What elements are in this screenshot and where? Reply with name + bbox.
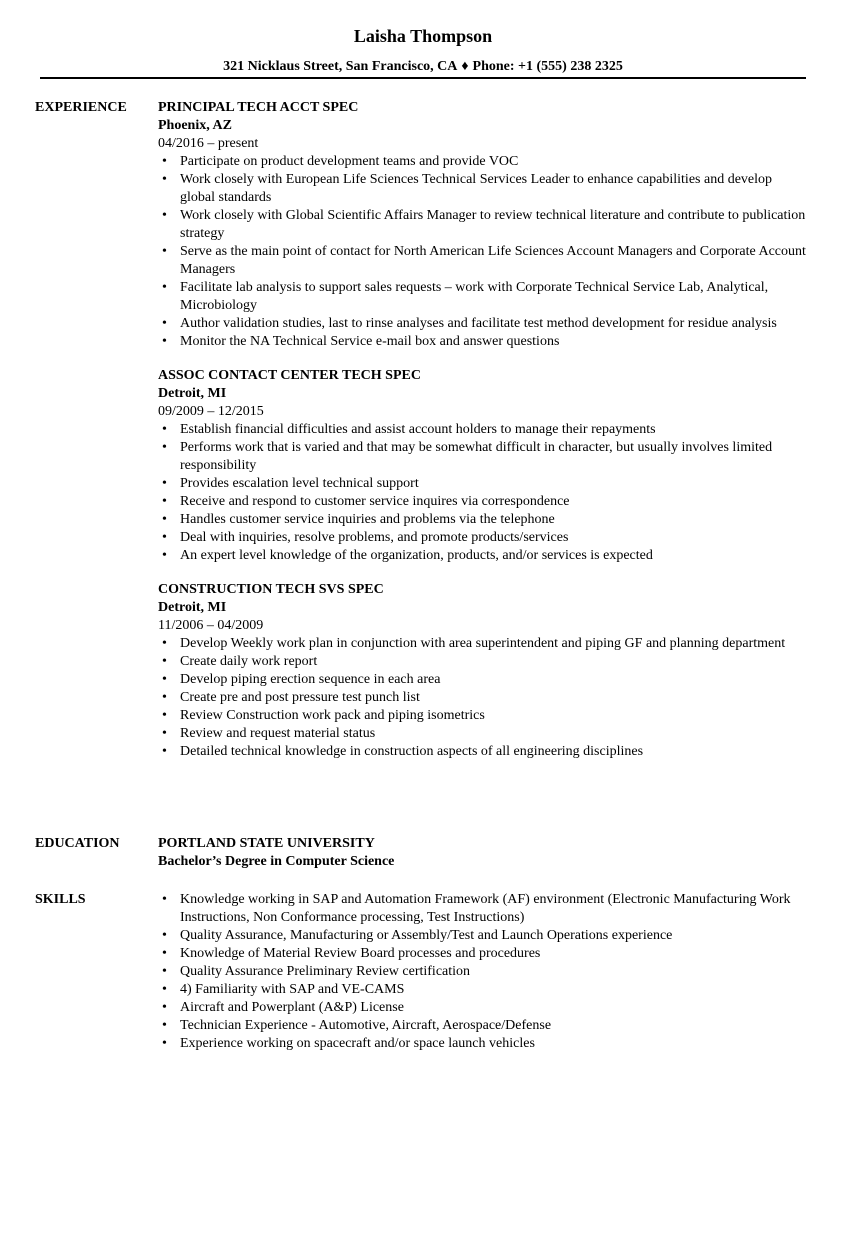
section-title-education: EDUCATION [35, 836, 120, 851]
bullet-icon: • [162, 316, 167, 331]
bullet-icon: • [162, 744, 167, 759]
list-item [158, 1035, 808, 1053]
skill-text: Quality Assurance, Manufacturing or Assembly/Test and Launch Operations experience [180, 928, 673, 943]
bullet-icon: • [162, 512, 167, 527]
bullet-icon: • [162, 208, 167, 223]
bullet-icon: • [162, 280, 167, 295]
job-bullets [158, 635, 808, 761]
list-item [158, 315, 808, 333]
job-location: Detroit, MI [158, 386, 227, 401]
bullet-text: Work closely with Global Scientific Affairs Manager to review technical literature and contribute to publication strategy [180, 208, 806, 241]
job-location: Phoenix, AZ [158, 118, 232, 133]
bullet-text: An expert level knowledge of the organization, products, and/or services is expected [180, 548, 653, 563]
list-item [158, 493, 808, 511]
list-item [158, 475, 808, 493]
bullet-icon: • [162, 892, 167, 907]
resume-name: Laisha Thompson [353, 26, 493, 46]
bullet-icon: • [162, 654, 167, 669]
skill-text: 4) Familiarity with SAP and VE-CAMS [180, 982, 405, 997]
education-entry [158, 835, 808, 871]
bullet-text: Create daily work report [180, 654, 318, 669]
skill-text: Experience working on spacecraft and/or space launch vehicles [180, 1036, 535, 1051]
skill-text: Aircraft and Powerplant (A&P) License [180, 1000, 404, 1015]
address: 321 Nicklaus Street, San Francisco, CA [223, 59, 458, 74]
job-location: Detroit, MI [158, 600, 227, 615]
bullet-text: Author validation studies, last to rinse analyses and facilitate test method development for residue analysis [180, 316, 777, 331]
bullet-icon: • [162, 476, 167, 491]
list-item [158, 1017, 808, 1035]
list-item [158, 511, 808, 529]
job-entry [158, 581, 808, 761]
bullet-text: Facilitate lab analysis to support sales requests – work with Corporate Technical Service Lab, Analytical, Microbiology [180, 280, 769, 313]
bullet-text: Establish financial difficulties and assist account holders to manage their repayments [180, 422, 656, 437]
list-item [158, 725, 808, 743]
bullet-icon: • [162, 548, 167, 563]
bullet-text: Detailed technical knowledge in construction aspects of all engineering disciplines [180, 744, 644, 759]
bullet-icon: • [162, 672, 167, 687]
bullet-icon: • [162, 690, 167, 705]
bullet-text: Participate on product development teams and provide VOC [180, 154, 519, 169]
list-item [158, 999, 808, 1017]
school-name: PORTLAND STATE UNIVERSITY [158, 836, 375, 851]
bullet-text: Deal with inquiries, resolve problems, and promote products/services [180, 530, 569, 545]
bullet-text: Create pre and post pressure test punch list [180, 690, 420, 705]
skill-text: Technician Experience - Automotive, Aircraft, Aerospace/Defense [180, 1018, 552, 1033]
job-entry [158, 99, 808, 351]
contact-line [0, 58, 846, 76]
bullet-icon: • [162, 422, 167, 437]
job-dates: 11/2006 – 04/2009 [158, 618, 264, 633]
list-item [158, 279, 808, 315]
list-item [158, 529, 808, 547]
bullet-icon: • [162, 946, 167, 961]
diamond-separator-icon: ♦ [461, 59, 469, 74]
bullet-icon: • [162, 1036, 167, 1051]
list-item [158, 653, 808, 671]
header-divider [40, 77, 806, 79]
section-title-experience: EXPERIENCE [35, 100, 127, 115]
list-item [158, 743, 808, 761]
job-title: ASSOC CONTACT CENTER TECH SPEC [158, 368, 421, 383]
bullet-text: Develop piping erection sequence in each area [180, 672, 441, 687]
list-item [158, 963, 808, 981]
list-item [158, 439, 808, 475]
skill-text: Knowledge of Material Review Board processes and procedures [180, 946, 541, 961]
job-bullets [158, 421, 808, 565]
bullet-icon: • [162, 1000, 167, 1015]
bullet-icon: • [162, 982, 167, 997]
bullet-text: Develop Weekly work plan in conjunction with area superintendent and piping GF and planning department [180, 636, 786, 651]
skills-list [158, 891, 808, 1053]
list-item [158, 333, 808, 351]
list-item [158, 671, 808, 689]
bullet-text: Provides escalation level technical support [180, 476, 419, 491]
bullet-text: Monitor the NA Technical Service e-mail box and answer questions [180, 334, 560, 349]
list-item [158, 243, 808, 279]
list-item [158, 547, 808, 565]
list-item [158, 891, 808, 927]
list-item [158, 635, 808, 653]
bullet-icon: • [162, 708, 167, 723]
bullet-text: Work closely with European Life Sciences Technical Services Leader to enhance capabilities and develop global standards [180, 172, 773, 205]
bullet-text: Performs work that is varied and that may be somewhat difficult in character, but usually involves limited responsibility [180, 440, 773, 473]
bullet-text: Review Construction work pack and piping isometrics [180, 708, 485, 723]
job-title: CONSTRUCTION TECH SVS SPEC [158, 582, 384, 597]
skill-text: Quality Assurance Preliminary Review certification [180, 964, 471, 979]
bullet-text: Handles customer service inquiries and problems via the telephone [180, 512, 555, 527]
bullet-icon: • [162, 928, 167, 943]
bullet-text: Receive and respond to customer service inquires via correspondence [180, 494, 570, 509]
job-dates: 09/2009 – 12/2015 [158, 404, 264, 419]
list-item [158, 981, 808, 999]
bullet-text: Serve as the main point of contact for North American Life Sciences Account Managers and Corporate Account Managers [180, 244, 806, 277]
bullet-text: Review and request material status [180, 726, 376, 741]
list-item [158, 153, 808, 171]
list-item [158, 207, 808, 243]
bullet-icon: • [162, 530, 167, 545]
list-item [158, 689, 808, 707]
list-item [158, 421, 808, 439]
bullet-icon: • [162, 154, 167, 169]
job-bullets [158, 153, 808, 351]
skill-text: Knowledge working in SAP and Automation Framework (AF) environment (Electronic Manufacturing Work Instructions, Non Conformance processing, Test Instructions) [180, 892, 791, 925]
job-dates: 04/2016 – present [158, 136, 259, 151]
phone: Phone: +1 (555) 238 2325 [472, 59, 623, 74]
bullet-icon: • [162, 964, 167, 979]
bullet-icon: • [162, 334, 167, 349]
list-item [158, 945, 808, 963]
bullet-icon: • [162, 440, 167, 455]
job-entry [158, 367, 808, 565]
experience-list [158, 99, 808, 777]
job-title: PRINCIPAL TECH ACCT SPEC [158, 100, 359, 115]
list-item [158, 707, 808, 725]
bullet-icon: • [162, 172, 167, 187]
skill-bullets [158, 891, 808, 1053]
bullet-icon: • [162, 726, 167, 741]
bullet-icon: • [162, 244, 167, 259]
list-item [158, 927, 808, 945]
section-title-skills: SKILLS [35, 892, 86, 907]
bullet-icon: • [162, 636, 167, 651]
bullet-icon: • [162, 1018, 167, 1033]
bullet-icon: • [162, 494, 167, 509]
list-item [158, 171, 808, 207]
degree: Bachelor’s Degree in Computer Science [158, 854, 395, 869]
